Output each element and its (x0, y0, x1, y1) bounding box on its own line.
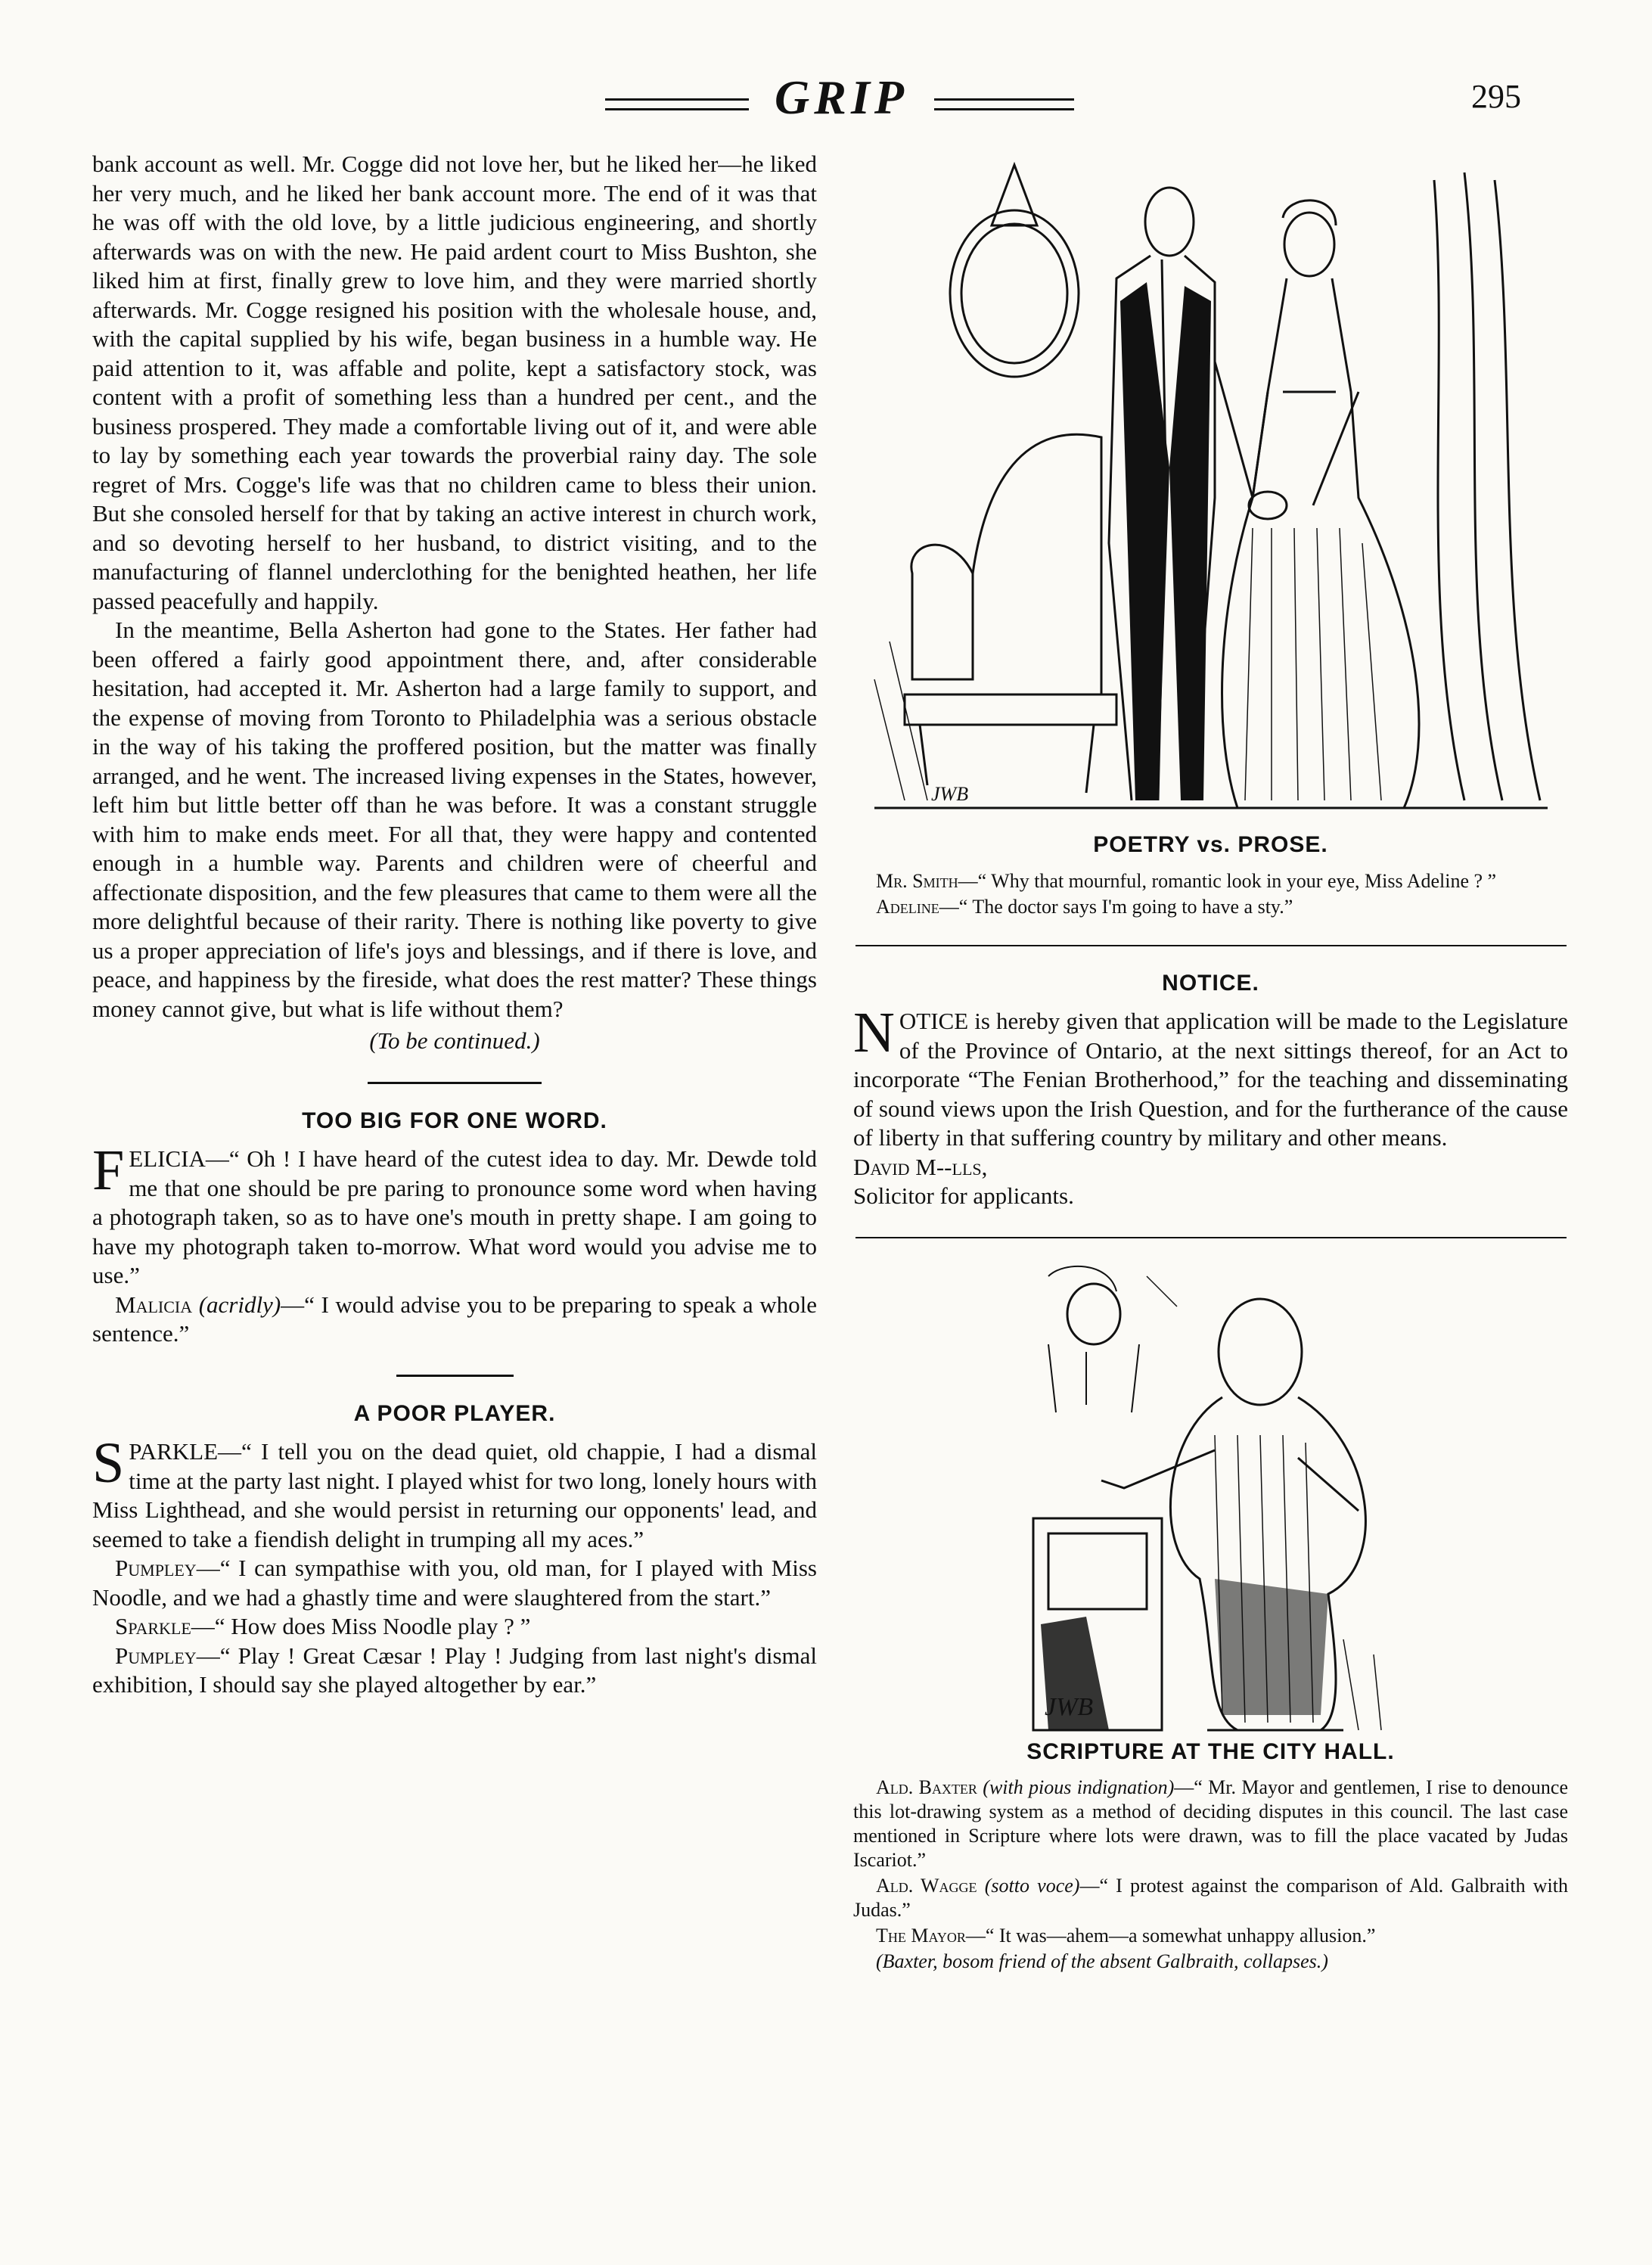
dialogue-line (853, 1924, 1568, 1948)
dialogue-line (853, 1776, 1568, 1872)
dialogue-text: —“ The doctor says I'm going to have a sty.” (939, 895, 1293, 918)
left-column (92, 150, 817, 1700)
dialogue-line (853, 895, 1568, 919)
cartoon-heading: POETRY vs. PROSE. (1093, 832, 1328, 857)
stage-direction: (sotto voce) (984, 1875, 1080, 1897)
notice-body (853, 1001, 1568, 1153)
cartoon-scripture-at-city-hall (853, 1261, 1568, 1974)
speaker: Ald. Wagge (876, 1875, 977, 1897)
signatory-name: David M--lls, (853, 1153, 988, 1180)
masthead-title: GRIP (775, 70, 908, 124)
dialogue-text: —“ Why that mournful, romantic look in your eye, Miss Adeline ? ” (958, 869, 1497, 892)
speaker: Sparkle (115, 1613, 191, 1639)
speaker: Ald. Baxter (876, 1776, 977, 1798)
drop-cap: S (92, 1431, 125, 1495)
masthead-rule-right (934, 98, 1074, 110)
dialogue-line (92, 1612, 817, 1642)
cartoon-caption (853, 1776, 1568, 1974)
dialogue-line (92, 1554, 817, 1612)
page-number: 295 (1471, 78, 1521, 115)
section-divider (856, 1237, 1567, 1238)
cartoon-illustration-couple (859, 150, 1563, 831)
speaker: Pumpley (115, 1555, 197, 1581)
story-paragraph: bank account as well. Mr. Cogge did not love her, but he liked her—he liked her very much, and he liked her bank account more. The end of it was that he was off with the old love, by a little judicious engineering, and shortly afterwards was on with the new. He paid ardent court to Miss Bushton, she liked him at first, finally grew to love him, and they were married shortly afterwards. Mr. Cogge resigned his position with the wholesale house, and, with the capital supplied by his wife, began business in a humble way. He paid attention to it, was affable and polite, kept a satisfactory stock, was content with a profit of something less than a hundred per cent., and the business prospered. They made a comfortable living out of it, and were able to lay by something each year towards the proverbial rainy day. The sole regret of Mrs. Cogge's life was that no children came to bless their union. But she consoled herself for that by taking an active interest in church work, and so devoting herself to her husband, to district visiting, and to the manufacturing of flannel underclothing for the benighted heathen, her life passed peacefully and happily. (92, 151, 817, 614)
speaker: Pumpley (115, 1642, 197, 1669)
cartoon-poetry-vs-prose (853, 150, 1568, 919)
dialogue-text: —“ Play ! Great Cæsar ! Play ! Judging from last night's dismal exhibition, I should say she played altogether by ear.” (92, 1642, 817, 1698)
stage-direction: (acridly) (198, 1291, 281, 1318)
masthead-rule-left (605, 98, 749, 110)
speaker: PARKLE (129, 1438, 218, 1465)
to-be-continued: (To be continued.) (369, 1027, 540, 1054)
dialogue-text: —“ How does Miss Noodle play ? ” (191, 1613, 531, 1639)
section-divider (396, 1375, 514, 1377)
dialogue-text: —“ I would advise you to be preparing to speak a whole sentence.” (92, 1291, 817, 1347)
article-heading: TOO BIG FOR ONE WORD. (302, 1108, 607, 1133)
cartoon-heading: SCRIPTURE AT THE CITY HALL. (1026, 1738, 1395, 1764)
dialogue-text: —“ I tell you on the dead quiet, old chappie, I had a dismal time at the party last night. I played whist for two long, lonely hours with Miss Lighthead, and she would persist in returning our opponents' lead, and seemed to take a fiendish delight in trumping all my aces.” (92, 1438, 817, 1552)
drop-cap: F (92, 1139, 125, 1202)
speaker: Malicia (115, 1291, 193, 1318)
drop-cap: N (853, 1001, 895, 1064)
dialogue-line (92, 1642, 817, 1700)
dialogue-text: —“ I protest against the comparison of Ald. Galbraith with Judas.” (853, 1875, 1568, 1921)
stage-direction: (with pious indignation) (983, 1776, 1175, 1798)
dialogue-text: —“ Oh ! I have heard of the cutest idea to day. Mr. Dewde told me that one should be pre paring to pronounce some word when having a photograph taken, so as to have one's mouth in pretty shape. I am going to have my photograph taken to-morrow. What word would you advise me to use.” (92, 1145, 817, 1288)
cartoon-caption (853, 869, 1568, 919)
article-heading: A POOR PLAYER. (353, 1400, 556, 1426)
section-divider (856, 945, 1567, 946)
notice-heading: NOTICE. (1162, 970, 1259, 996)
dialogue-text: —“ Mr. Mayor and gentlemen, I rise to denounce this lot-drawing system as a method of deciding disputes in this council. The last case mentioned in Scripture where lots were drawn, was to fill the place vacated by Judas Iscariot.” (853, 1776, 1569, 1871)
article-a-poor-player (92, 1400, 817, 1700)
section-divider (368, 1082, 542, 1084)
dialogue-text: —“ I can sympathise with you, old man, for I played with Miss Noodle, and we had a ghastly time and were slaughtered from the start.” (92, 1555, 817, 1611)
notice-signatory-title: Solicitor for applicants. (853, 1182, 1074, 1209)
story-paragraph: In the meantime, Bella Asherton had gone to the States. Her father had been offered a fairly good appointment there, and, after considerable hesitation, had accepted it. Mr. Asherton had a large family to support, and the expense of moving from Toronto to Philadelphia was a serious obstacle in the way of his taking the proffered position, but the matter was finally arranged, and he went. The increased living expenses in the States, however, left him but little better off than he was before. It was a constant struggle with him to make ends meet. For all that, they were happy and contented enough in a humble way. Parents and children were of cheerful and affectionate disposition, and the few pleasures that came to them were all the more delightful because of their rarity. There is nothing like poverty to give us a proper appreciation of life's joys and blessings, and if there is love, and peace, and happiness by the fireside, what does the rest matter? These things money cannot give, but what is life without them? (92, 617, 817, 1022)
speaker: ELICIA (129, 1145, 206, 1172)
masthead (0, 70, 1652, 130)
speaker: The Mayor (876, 1925, 966, 1947)
notice (853, 969, 1568, 1211)
dialogue-line (853, 869, 1568, 893)
cartoon-illustration-alderman (859, 1261, 1563, 1738)
article-too-big-for-one-word (92, 1107, 817, 1349)
dialogue-text: —“ It was—ahem—a somewhat unhappy allusion.” (965, 1925, 1376, 1947)
stage-direction: (Baxter, bosom friend of the absent Galbraith, collapses.) (876, 1950, 1328, 1972)
speaker: Adeline (876, 895, 939, 918)
artist-initials: JWB (930, 783, 968, 805)
notice-text: OTICE is hereby given that application will be made to the Legislature of the Province of Ontario, at the next sittings thereof, for an Act to incorporate “The Fenian Brotherhood,” for the teaching and disseminating of sound views upon the Irish Question, and for the furtherance of the cause of liberty in that suffering country by military and other means. (853, 1008, 1568, 1151)
speaker: Mr. Smith (876, 869, 958, 892)
right-column (853, 150, 1568, 1975)
notice-signatory (853, 1153, 1568, 1182)
dialogue-line (92, 1139, 817, 1291)
dialogue-line (92, 1291, 817, 1349)
dialogue-line (853, 1874, 1568, 1922)
artist-initials: JWB (1044, 1692, 1093, 1721)
dialogue-line (92, 1431, 817, 1554)
